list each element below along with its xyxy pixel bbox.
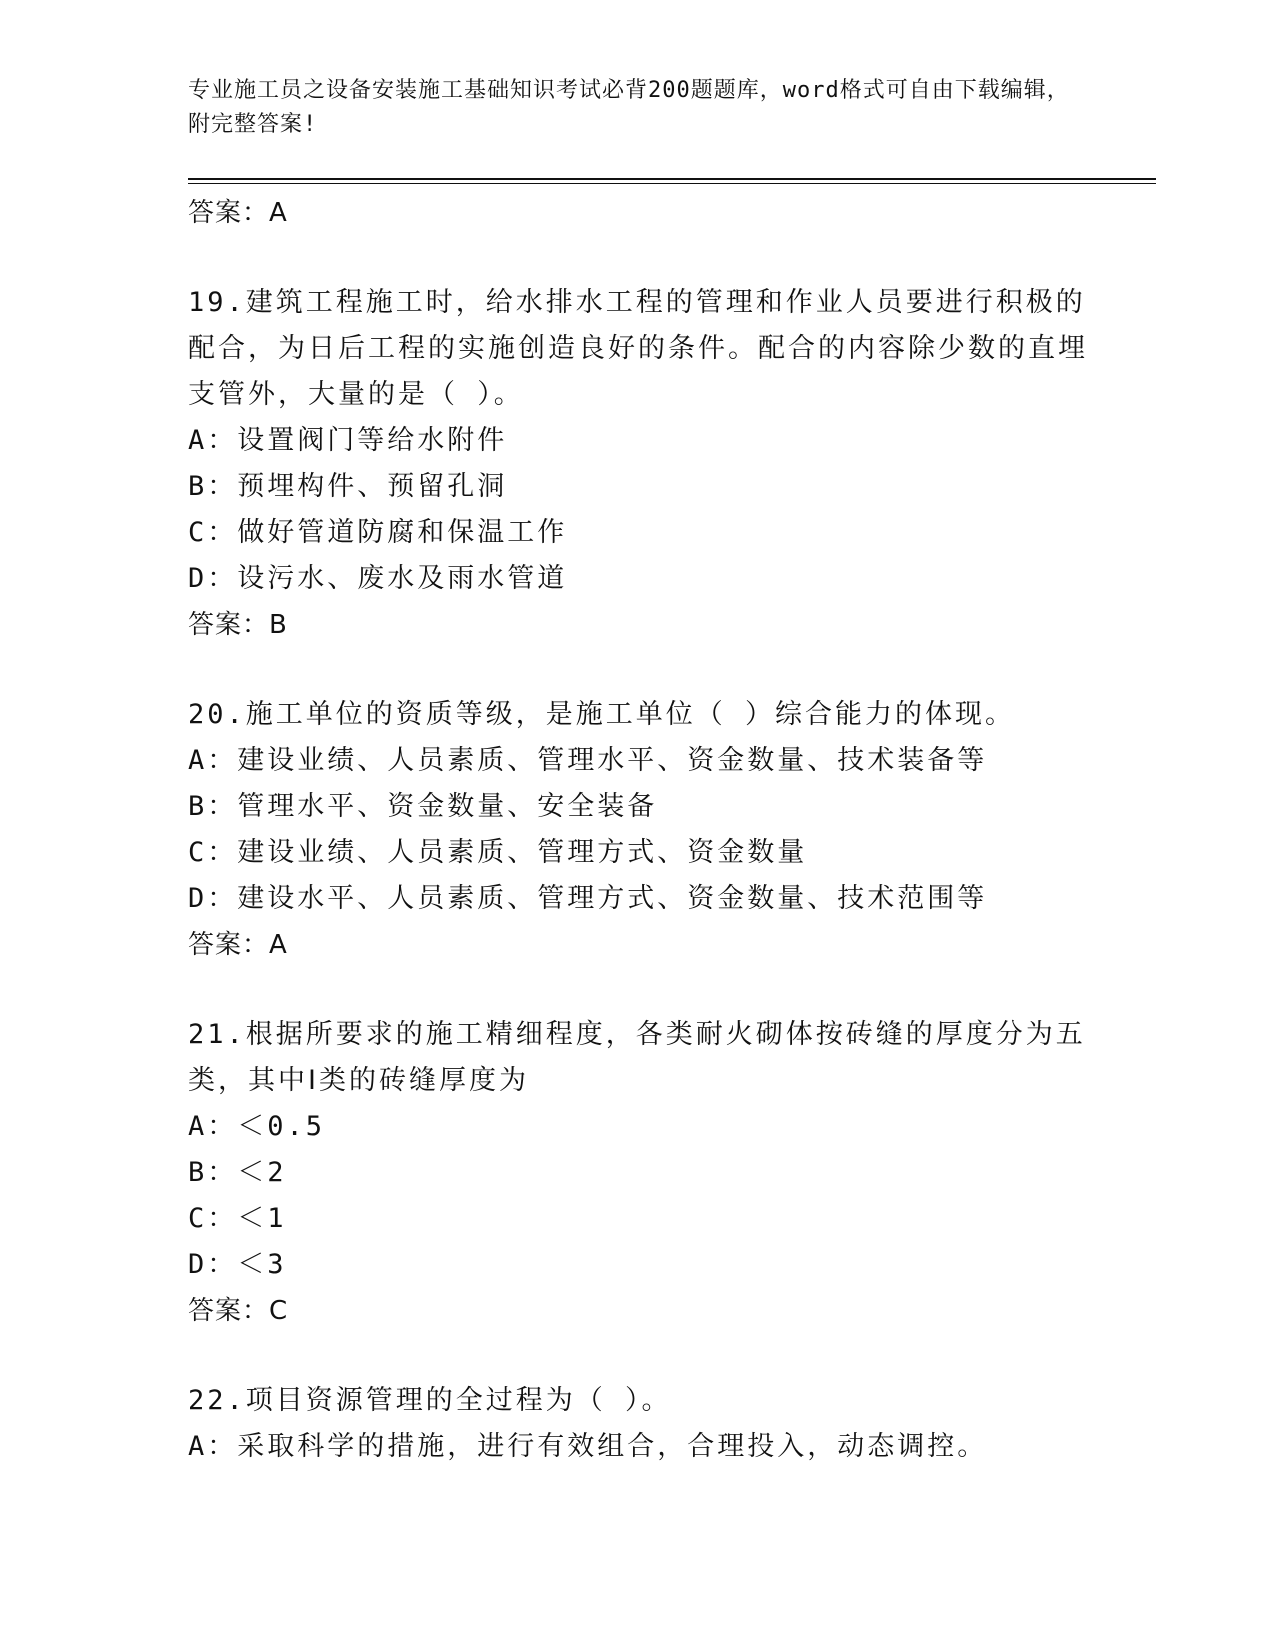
answer-line: 答案：B [188,610,288,640]
option-c: C：＜1 [188,1203,287,1234]
option-c: C：做好管道防腐和保温工作 [188,517,568,548]
option-d: D：＜3 [188,1249,287,1280]
option-b: B：管理水平、资金数量、安全装备 [188,791,658,822]
question-20 [188,692,1088,968]
answer-line: 答案：A [188,198,288,228]
option-a: A：建设业绩、人员素质、管理水平、资金数量、技术装备等 [188,745,988,776]
question-22 [188,1378,1088,1470]
document-body [188,190,1088,1470]
question-stem: 19.建筑工程施工时，给水排水工程的管理和作业人员要进行积极的配合，为日后工程的实施创造良好的条件。配合的内容除少数的直埋支管外，大量的是（ ）。 [188,287,1088,410]
question-stem: 22.项目资源管理的全过程为（ ）。 [188,1385,672,1416]
header-rule-thick [188,178,1156,180]
option-a: A：设置阀门等给水附件 [188,425,508,456]
option-b: B：＜2 [188,1157,287,1188]
option-a: A：＜0.5 [188,1111,326,1142]
question-stem: 20.施工单位的资质等级，是施工单位（ ）综合能力的体现。 [188,699,1016,730]
question-stem: 21.根据所要求的施工精细程度，各类耐火砌体按砖缝的厚度分为五类，其中Ⅰ类的砖缝厚度为 [188,1019,1086,1096]
header-rule-thin [188,183,1156,184]
question-19 [188,280,1088,648]
option-d: D：建设水平、人员素质、管理方式、资金数量、技术范围等 [188,883,988,914]
answer-line: 答案：A [188,930,288,960]
answer-line: 答案：C [188,1296,289,1326]
document-header: 专业施工员之设备安装施工基础知识考试必背200题题库，word格式可自由下载编辑，附完整答案! [188,78,1070,137]
option-a: A：采取科学的措施，进行有效组合，合理投入，动态调控。 [188,1431,988,1462]
option-d: D：设污水、废水及雨水管道 [188,563,568,594]
question-21 [188,1012,1088,1334]
option-b: B：预埋构件、预留孔洞 [188,471,508,502]
option-c: C：建设业绩、人员素质、管理方式、资金数量 [188,837,808,868]
